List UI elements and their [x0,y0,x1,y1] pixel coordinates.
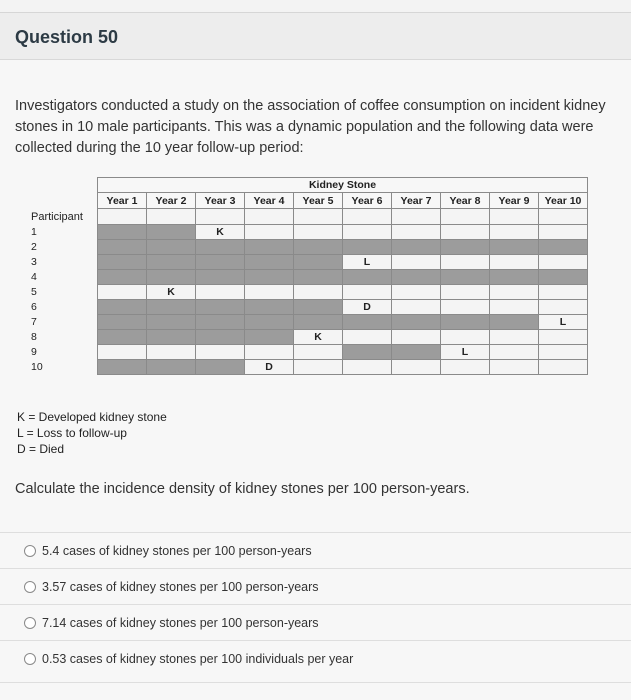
participant-number: 2 [31,241,37,253]
table-cell [392,330,441,345]
followed-cell [98,255,147,270]
followed-cell [147,300,196,315]
participant-number: 8 [31,331,37,343]
followed-cell [343,345,392,360]
year-header: Year 2 [147,193,196,209]
table-cell [98,209,147,225]
event-cell: L [441,345,490,360]
table-cell [343,209,392,225]
table-cell [539,209,588,225]
table-cell [343,330,392,345]
table-cell [343,285,392,300]
followed-cell [294,240,343,255]
followed-cell [441,270,490,285]
legend-d: D = Died [17,442,65,456]
year-header: Year 5 [294,193,343,209]
followed-cell [490,315,539,330]
followed-cell [98,360,147,375]
table-row [28,255,588,270]
participant-number: 4 [31,271,37,283]
followed-cell [245,315,294,330]
table-cell [392,255,441,270]
event-cell: K [196,225,245,240]
followed-cell [98,330,147,345]
table-cell [539,345,588,360]
table-cell [441,330,490,345]
table-cell [245,225,294,240]
answer-option-4[interactable] [0,640,631,676]
table-cell [147,345,196,360]
question-prompt: Calculate the incidence density of kidney stones per 100 person-years. [15,481,470,497]
table-cell [490,345,539,360]
table-row [28,270,588,285]
legend [17,409,167,457]
table-cell [294,360,343,375]
table-cell [441,285,490,300]
followed-cell [196,255,245,270]
followed-cell [196,300,245,315]
participant-number: 1 [31,226,37,238]
followed-cell [539,240,588,255]
data-table-wrapper [28,177,588,375]
participant-number: 7 [31,316,37,328]
question-header [0,13,631,60]
followed-cell [196,315,245,330]
question-intro: Investigators conducted a study on the association of coffee consumption on incident kidney stones in 10 male participants. This was a dynamic population and the following data were collected during the 10 year follow-up period: [15,98,606,156]
followed-cell [343,315,392,330]
table-cell [98,285,147,300]
followed-cell [196,240,245,255]
followed-cell [98,270,147,285]
year-header: Year 10 [539,193,588,209]
followed-cell [147,225,196,240]
event-cell: L [539,315,588,330]
answer-options [0,532,631,676]
table-corner [28,178,98,193]
table-cell [196,345,245,360]
followed-cell [98,240,147,255]
answer-option-3[interactable] [0,604,631,640]
answer-option-2[interactable] [0,568,631,604]
year-header: Year 7 [392,193,441,209]
followed-cell [196,330,245,345]
legend-l: L = Loss to follow-up [17,426,127,440]
followed-cell [392,315,441,330]
answer-option-label: 0.53 cases of kidney stones per 100 individuals per year [42,651,354,666]
table-row [28,345,588,360]
year-header: Year 9 [490,193,539,209]
table-row [28,240,588,255]
table-cell [539,285,588,300]
followed-cell [294,255,343,270]
table-row [28,300,588,315]
question-title: Question 50 [15,27,119,47]
followed-cell [392,240,441,255]
participant-number: 10 [31,361,43,373]
kidney-stone-header: Kidney Stone [98,178,588,193]
participant-number: 5 [31,286,37,298]
followed-cell [147,240,196,255]
table-participant-header-row [28,209,588,225]
bottom-rule [0,682,631,683]
table-cell [245,345,294,360]
followed-cell [343,270,392,285]
year-header: Year 8 [441,193,490,209]
table-cell [294,345,343,360]
followed-cell [196,360,245,375]
table-cell [392,209,441,225]
table-cell [98,345,147,360]
participant-header: Participant [31,210,83,223]
followed-cell [539,270,588,285]
radio-icon[interactable] [24,545,36,557]
table-cell [294,209,343,225]
table-cell [392,300,441,315]
table-cell [441,300,490,315]
table-cell [490,225,539,240]
participant-number: 6 [31,301,37,313]
table-cell [147,209,196,225]
followed-cell [245,330,294,345]
followed-cell [441,315,490,330]
radio-icon[interactable] [24,617,36,629]
followed-cell [245,255,294,270]
table-cell [539,225,588,240]
answer-option-1[interactable] [0,532,631,568]
table-super-header-row [28,178,588,193]
followed-cell [196,270,245,285]
followed-cell [147,360,196,375]
table-cell [441,360,490,375]
followed-cell [392,270,441,285]
followed-cell [490,240,539,255]
table-cell [294,225,343,240]
table-cell [539,360,588,375]
followed-cell [441,240,490,255]
table-row [28,315,588,330]
followed-cell [98,315,147,330]
table-row [28,330,588,345]
followed-cell [294,300,343,315]
table-cell [490,285,539,300]
table-cell [392,225,441,240]
table-cell [294,285,343,300]
answer-option-label: 3.57 cases of kidney stones per 100 person-years [42,579,319,594]
table-row [28,225,588,240]
event-cell: D [343,300,392,315]
followed-cell [147,330,196,345]
radio-icon[interactable] [24,581,36,593]
table-cell [490,360,539,375]
table-cell [441,209,490,225]
year-header: Year 1 [98,193,147,209]
table-row [28,360,588,375]
event-cell: L [343,255,392,270]
table-cell [490,209,539,225]
followed-cell [343,240,392,255]
table-cell [490,300,539,315]
radio-icon[interactable] [24,653,36,665]
year-header: Year 4 [245,193,294,209]
legend-k: K = Developed kidney stone [17,410,167,424]
followed-cell [245,240,294,255]
followed-cell [490,270,539,285]
table-cell [196,209,245,225]
event-cell: K [294,330,343,345]
table-cell [245,209,294,225]
followed-cell [294,315,343,330]
kidney-stone-table [28,177,588,375]
participant-number: 3 [31,256,37,268]
answer-option-label: 5.4 cases of kidney stones per 100 person-years [42,543,312,558]
table-cell [539,330,588,345]
table-cell [490,330,539,345]
event-cell: K [147,285,196,300]
followed-cell [392,345,441,360]
participant-number: 9 [31,346,37,358]
followed-cell [98,225,147,240]
table-cell [392,360,441,375]
table-cell [343,360,392,375]
table-cell [245,285,294,300]
table-cell [196,285,245,300]
table-cell [539,300,588,315]
year-header: Year 3 [196,193,245,209]
followed-cell [147,255,196,270]
table-cell [441,255,490,270]
table-cell [343,225,392,240]
answer-option-label: 7.14 cases of kidney stones per 100 person-years [42,615,319,630]
table-cell [392,285,441,300]
followed-cell [245,300,294,315]
table-year-header-row [28,193,588,209]
event-cell: D [245,360,294,375]
followed-cell [294,270,343,285]
followed-cell [245,270,294,285]
table-cell [441,225,490,240]
table-row [28,285,588,300]
followed-cell [147,315,196,330]
followed-cell [147,270,196,285]
table-cell [490,255,539,270]
followed-cell [98,300,147,315]
year-header: Year 6 [343,193,392,209]
table-corner [28,193,98,209]
table-cell [539,255,588,270]
